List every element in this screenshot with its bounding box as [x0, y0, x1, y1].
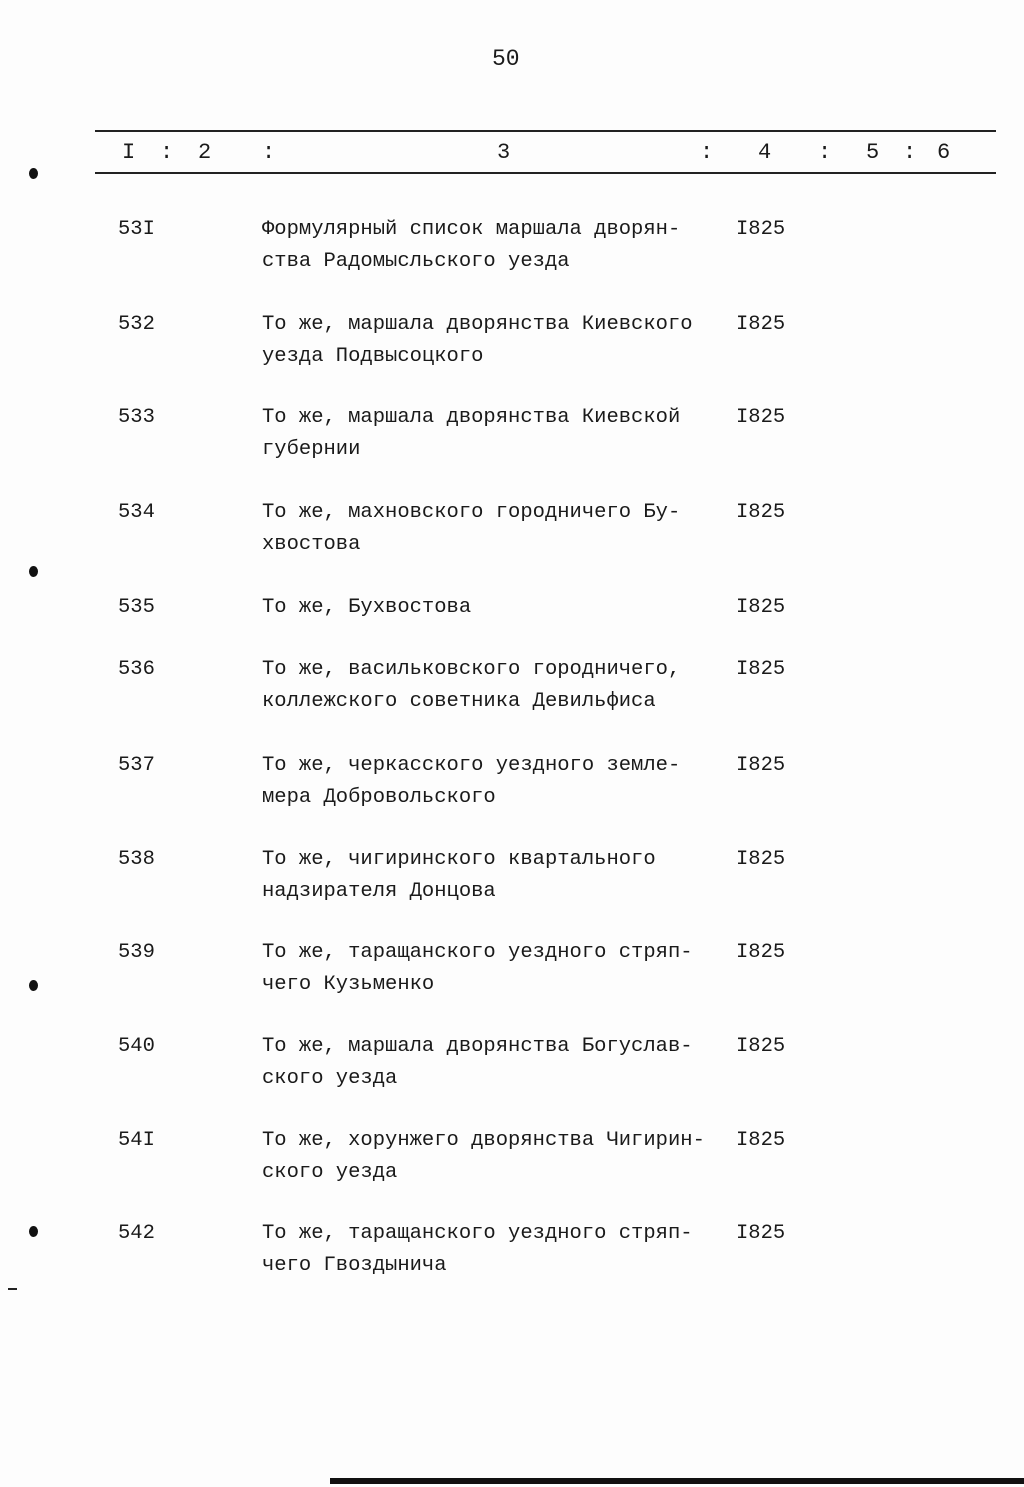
- entry-number: 539: [118, 941, 155, 964]
- punch-hole-mark: [29, 168, 38, 179]
- description-line: ского уезда: [262, 1067, 398, 1090]
- entry-year: I825: [736, 658, 786, 681]
- col-3-label: 3: [497, 140, 511, 165]
- entry-year: I825: [736, 941, 786, 964]
- description-line: чего Кузьменко: [262, 973, 435, 996]
- entry-number: 532: [118, 313, 155, 336]
- col-6-label: 6: [937, 140, 951, 165]
- entry-number: 538: [118, 848, 155, 871]
- entry-year: I825: [736, 1129, 786, 1152]
- scan-edge: [330, 1478, 1024, 1484]
- punch-hole-mark: [29, 980, 38, 991]
- entry-number: 54I: [118, 1129, 155, 1152]
- page-number: 50: [492, 46, 520, 72]
- entry-year: I825: [736, 1035, 786, 1058]
- description-line: То же, таращанского уездного стряп-: [262, 1222, 693, 1245]
- description-line: То же, махновского городничего Бу-: [262, 501, 681, 524]
- description-line: хвостова: [262, 533, 361, 556]
- entry-number: 537: [118, 754, 155, 777]
- col-4-label: 4: [758, 140, 772, 165]
- entry-year: I825: [736, 754, 786, 777]
- entry-year: I825: [736, 313, 786, 336]
- description-line: То же, хорунжего дворянства Чигирин-: [262, 1129, 705, 1152]
- description-line: уезда Подвысоцкого: [262, 345, 484, 368]
- col-5-label: 5: [866, 140, 880, 165]
- entry-number: 542: [118, 1222, 155, 1245]
- description-line: То же, маршала дворянства Киевского: [262, 313, 693, 336]
- description-line: губернии: [262, 438, 361, 461]
- col-separator: :: [700, 140, 714, 165]
- description-line: ства Радомысльского уезда: [262, 250, 570, 273]
- entry-description: [262, 844, 656, 908]
- description-line: То же, черкасского уездного земле-: [262, 754, 681, 777]
- description-line: То же, маршала дворянства Богуслав-: [262, 1035, 693, 1058]
- entry-number: 53I: [118, 218, 155, 241]
- entry-description: [262, 214, 680, 278]
- entry-description: [262, 1125, 705, 1189]
- entry-description: [262, 750, 680, 814]
- entry-description: [262, 1031, 693, 1095]
- description-line: То же, таращанского уездного стряп-: [262, 941, 693, 964]
- entry-year: I825: [736, 218, 786, 241]
- entry-description: [262, 1218, 693, 1282]
- col-separator: :: [903, 140, 917, 165]
- entry-year: I825: [736, 501, 786, 524]
- header-top-rule: [95, 130, 996, 132]
- description-line: То же, маршала дворянства Киевской: [262, 406, 681, 429]
- entry-number: 540: [118, 1035, 155, 1058]
- col-1-label: I: [122, 140, 136, 165]
- col-separator: :: [160, 140, 174, 165]
- col-2-label: 2: [198, 140, 212, 165]
- entry-number: 533: [118, 406, 155, 429]
- entry-number: 534: [118, 501, 155, 524]
- description-line: То же, васильковского городничего,: [262, 658, 681, 681]
- entry-year: I825: [736, 406, 786, 429]
- entry-year: I825: [736, 848, 786, 871]
- entry-description: [262, 309, 693, 373]
- description-line: То же, чигиринского квартального: [262, 848, 656, 871]
- entry-number: 536: [118, 658, 155, 681]
- entry-description: [262, 654, 680, 718]
- description-line: ского уезда: [262, 1161, 398, 1184]
- entry-description: [262, 402, 680, 466]
- margin-mark: [8, 1288, 17, 1290]
- description-line: мера Добровольского: [262, 786, 496, 809]
- description-line: То же, Бухвостова: [262, 596, 472, 619]
- description-line: чего Гвоздынича: [262, 1254, 447, 1277]
- entry-year: I825: [736, 1222, 786, 1245]
- description-line: коллежского советника Девильфиса: [262, 690, 656, 713]
- col-separator: :: [262, 140, 276, 165]
- description-line: надзирателя Донцова: [262, 880, 496, 903]
- header-bottom-rule: [95, 172, 996, 174]
- punch-hole-mark: [29, 566, 38, 577]
- col-separator: :: [818, 140, 832, 165]
- entry-description: [262, 937, 693, 1001]
- entry-year: I825: [736, 596, 786, 619]
- entry-description: [262, 592, 471, 624]
- description-line: Формулярный список маршала дворян-: [262, 218, 681, 241]
- entry-number: 535: [118, 596, 155, 619]
- punch-hole-mark: [29, 1226, 38, 1237]
- entry-description: [262, 497, 680, 561]
